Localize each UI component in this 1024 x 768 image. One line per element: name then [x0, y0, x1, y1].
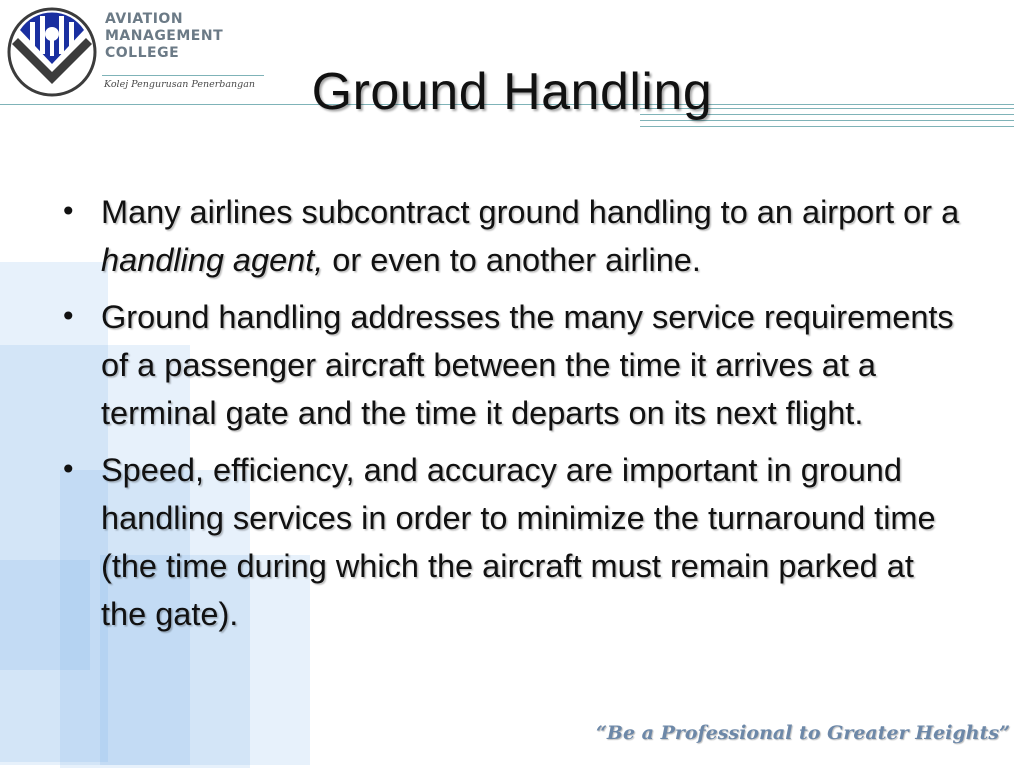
- header-rule-4: [640, 126, 1014, 127]
- bullet-item: [60, 188, 960, 284]
- bullet-text: Speed, efficiency, and accuracy are important in ground handling services in order to minimize the turnaround time (the time during which the aircraft must remain parked at the gate).: [101, 452, 936, 632]
- college-motto: “Be a Professional to Greater Heights”: [595, 722, 1010, 744]
- logo-name-line3: COLLEGE: [105, 45, 180, 61]
- bullet-text-part: Many airlines subcontract ground handling to an airport or a: [101, 194, 960, 230]
- logo-name-line1: AVIATION: [105, 11, 184, 27]
- bullet-list: [60, 188, 960, 647]
- bullet-item: [60, 446, 960, 638]
- bullet-text-part: or even to another airline.: [323, 242, 701, 278]
- bullet-icon: •: [60, 195, 77, 228]
- logo-name: [105, 11, 223, 62]
- bullet-text: [101, 188, 960, 284]
- bullet-item: [60, 293, 960, 437]
- slide-title: Ground Handling: [311, 63, 713, 121]
- bullet-emphasis: handling agent,: [101, 242, 324, 278]
- logo-name-line2: MANAGEMENT: [105, 28, 224, 44]
- logo-subtitle: Kolej Pengurusan Penerbangan: [104, 79, 256, 90]
- bullet-icon: •: [60, 453, 77, 486]
- bullet-text: Ground handling addresses the many service requirements of a passenger aircraft between the time it arrives at a terminal gate and the time it departs on its next flight.: [101, 299, 954, 431]
- bullet-icon: •: [60, 300, 77, 333]
